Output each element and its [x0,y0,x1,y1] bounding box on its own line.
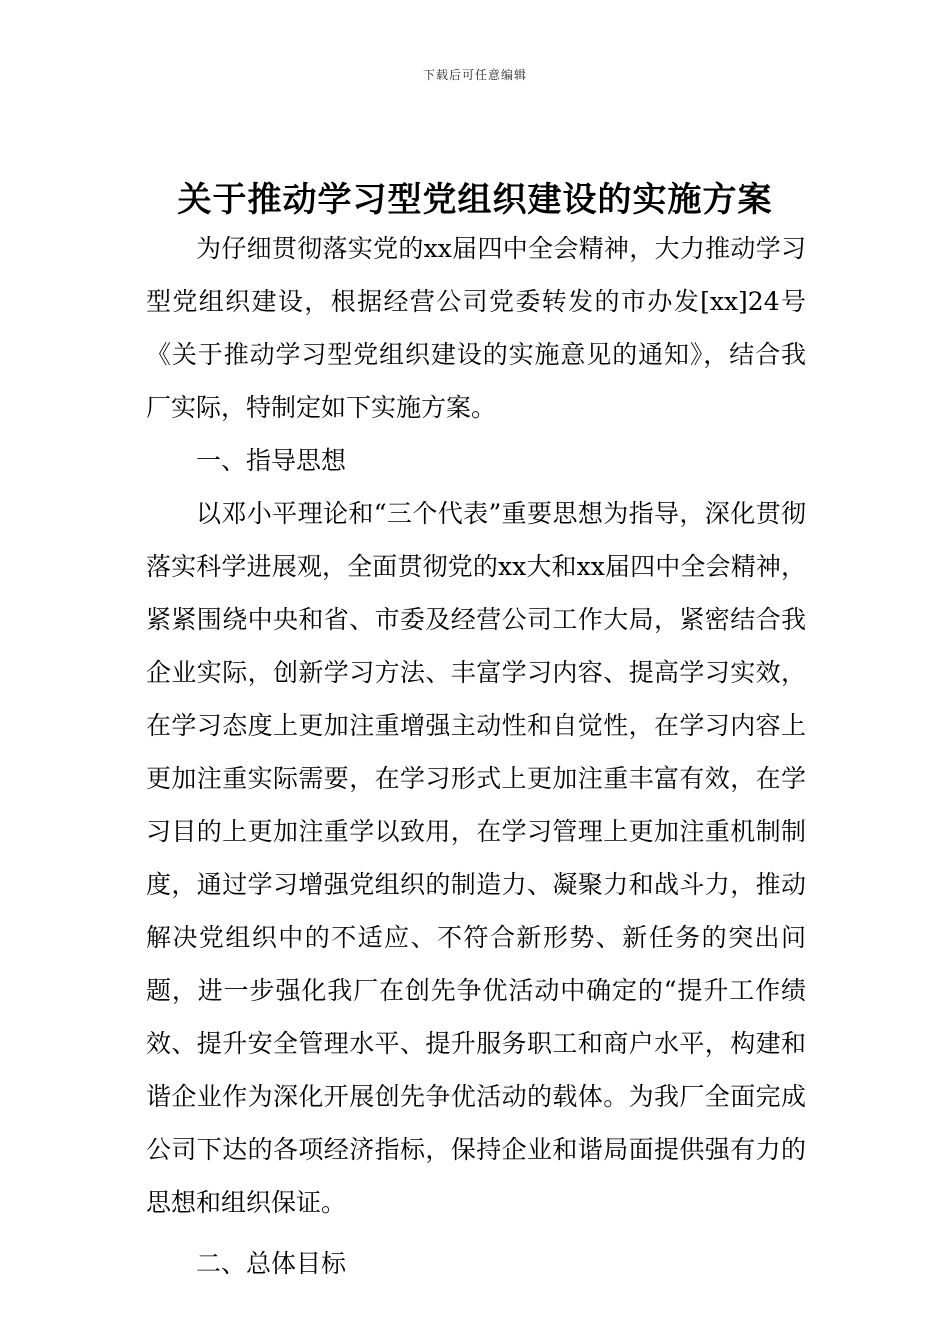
intro-paragraph: 为仔细贯彻落实党的xx届四中全会精神，大力推动学习型党组织建设，根据经营公司党委转发的市办发[xx]24号《关于推动学习型党组织建设的实施意见的通知》，结合我厂实际，特制定如下实施方案。 [146,234,806,422]
document-title: 关于推动学习型党组织建设的实施方案 [177,180,773,220]
document-body [146,222,806,1290]
guiding-ideology-paragraph: 以邓小平理论和“三个代表”重要思想为指导，深化贯彻落实科学进展观，全面贯彻党的xx大和xx届四中全会精神，紧紧围绕中央和省、市委及经营公司工作大局，紧密结合我企业实际，创新学习方法、丰富学习内容、提高学习实效，在学习态度上更加注重增强主动性和自觉性，在学习内容上更加注重实际需要，在学习形式上更加注重丰富有效，在学习目的上更加注重学以致用，在学习管理上更加注重机制制度，通过学习增强党组织的制造力、凝聚力和战斗力，推动解决党组织中的不适应、不符合新形势、新任务的突出问题，进一步强化我厂在创先争优活动中确定的“提升工作绩效、提升安全管理水平、提升服务职工和商户水平，构建和谐企业作为深化开展创先争优活动的载体。为我厂全面完成公司下达的各项经济指标，保持企业和谐局面提供强有力的思想和组织保证。 [146,499,806,1217]
section-heading-guiding-ideology: 一、指导思想 [196,446,347,475]
header-note: 下载后可任意编辑 [422,68,527,82]
section-heading-overall-goals: 二、总体目标 [196,1249,347,1278]
